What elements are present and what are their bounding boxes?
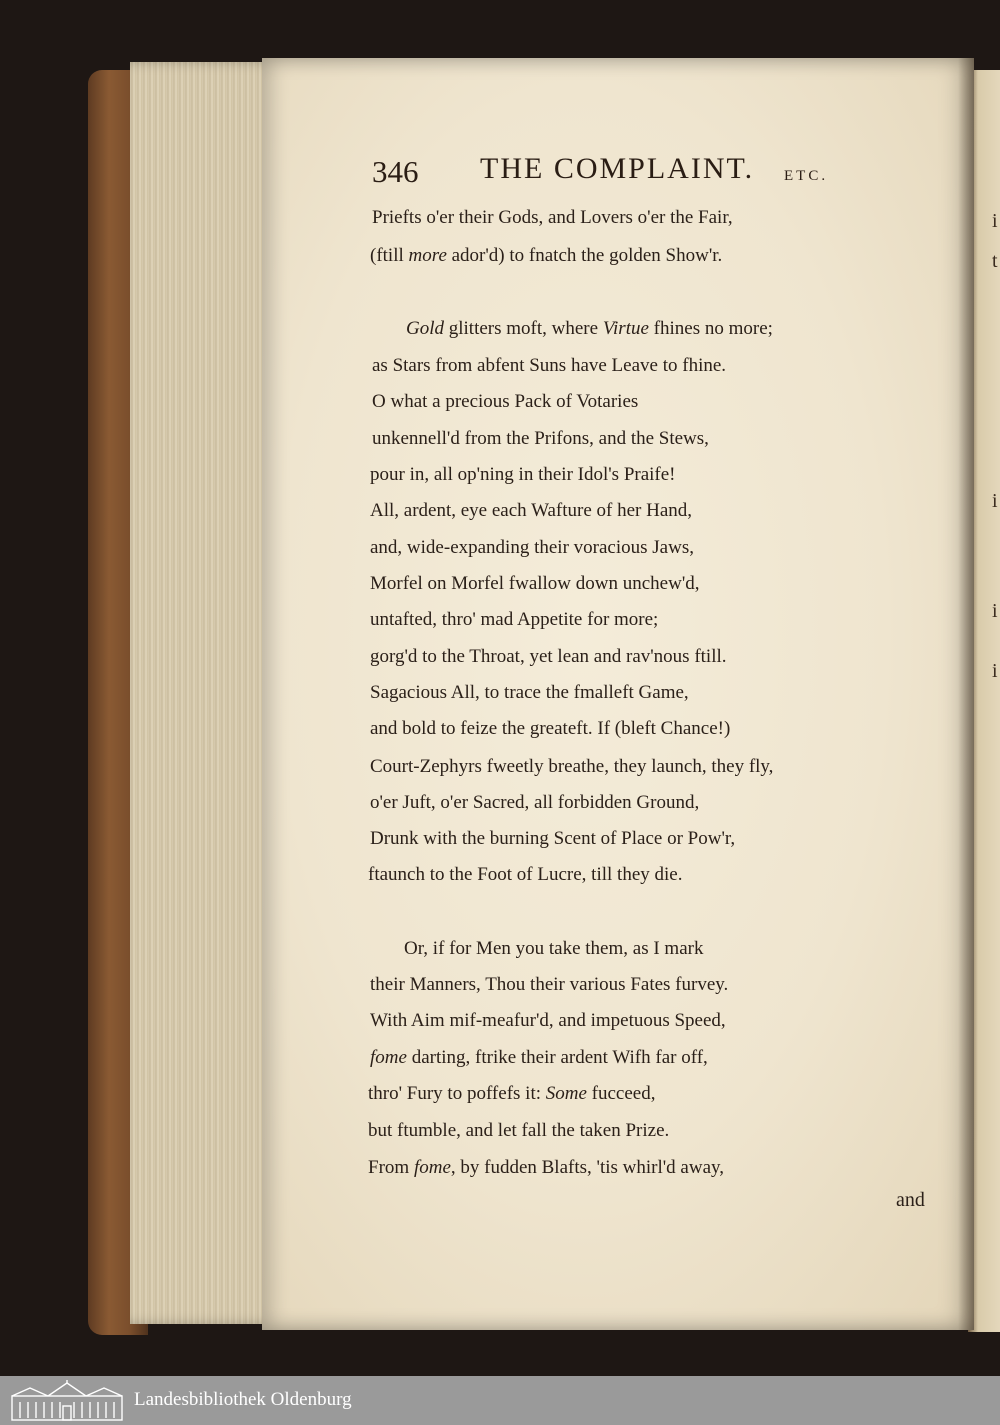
text-line (370, 499, 692, 523)
text-segment: With Aim mif-meafur'd, and impetuous Speed, (370, 1010, 726, 1031)
text-line (370, 681, 689, 705)
text-segment: All, ardent, eye each Wafture of her Hand, (370, 500, 693, 521)
italic-word: Gold (406, 318, 444, 339)
running-title: THE COMPLAINT. (480, 152, 755, 185)
text-segment: fhines no more; (648, 318, 773, 339)
text-line (370, 645, 727, 669)
text-segment: glitters moft, where (444, 318, 603, 339)
text-segment: fucceed, (586, 1083, 656, 1104)
text-line (372, 427, 709, 451)
library-building-icon (8, 1380, 126, 1422)
text-segment: their Manners, Thou their various Fates furvey. (370, 974, 729, 995)
text-line (368, 1082, 655, 1106)
text-segment: and bold to feize the greateft. If (bleft Chance!) (370, 718, 731, 739)
running-title-suffix: ETC. (784, 168, 829, 184)
text-line (406, 317, 773, 341)
page-number: 346 (372, 154, 419, 189)
text-segment: as Stars from abfent Suns have Leave to fhine. (372, 355, 727, 376)
facing-page-glyph: i (992, 600, 998, 622)
text-segment: but ftumble, and let fall the taken Prize. (368, 1120, 670, 1141)
text-line (370, 244, 722, 268)
text-segment: Court-Zephyrs fweetly breathe, they launch, they fly, (370, 756, 774, 777)
italic-word: Some (545, 1083, 587, 1104)
text-line (368, 863, 682, 887)
text-line (370, 973, 728, 997)
text-line (370, 463, 676, 487)
italic-word: fome (413, 1157, 451, 1178)
text-line (370, 1009, 726, 1033)
text-segment: ador'd) to fnatch the golden Show'r. (446, 245, 723, 266)
text-segment: Priefts o'er their Gods, and Lovers o'er the Fair, (372, 207, 733, 228)
text-segment: Or, if for Men you take them, as I mark (404, 938, 704, 959)
text-segment: (ftill (370, 245, 409, 266)
text-segment: , by fudden Blafts, 'tis whirl'd away, (450, 1157, 725, 1178)
gutter-shadow (958, 58, 974, 1330)
page-block-edges (130, 62, 280, 1324)
facing-page-glyph: i (992, 660, 998, 682)
page-header (372, 150, 852, 194)
text-segment: ftaunch to the Foot of Lucre, till they die. (368, 864, 683, 885)
text-line (372, 206, 733, 230)
text-segment: untafted, thro' mad Appetite for more; (370, 609, 659, 630)
text-line (370, 536, 694, 560)
text-line (368, 1156, 724, 1180)
facing-page-glyph: i (992, 210, 998, 232)
text-line (368, 1119, 669, 1143)
text-segment: o'er Juft, o'er Sacred, all forbidden Ground, (370, 792, 700, 813)
text-segment: Sagacious All, to trace the fmalleft Game, (370, 682, 689, 703)
text-line (370, 827, 735, 851)
text-segment: gorg'd to the Throat, yet lean and rav'nous ftill. (370, 646, 727, 667)
facing-page-glyph: t (992, 250, 998, 272)
text-segment: and, wide-expanding their voracious Jaws, (370, 537, 694, 558)
footer-label: Landesbibliothek Oldenburg (134, 1389, 352, 1410)
text-line (404, 937, 703, 961)
text-line (370, 755, 773, 779)
text-segment: thro' Fury to poffefs it: (368, 1083, 546, 1104)
footer-bar (0, 1376, 1000, 1425)
text-segment: From (368, 1157, 414, 1178)
text-line (370, 791, 699, 815)
text-line (372, 390, 638, 414)
italic-word: more (408, 245, 447, 266)
text-segment: Drunk with the burning Scent of Place or Pow'r, (370, 828, 736, 849)
text-segment: pour in, all op'ning in their Idol's Praife! (370, 464, 676, 485)
facing-page-glyph: i (992, 490, 998, 512)
italic-word: fome (370, 1047, 407, 1068)
text-segment: unkennell'd from the Prifons, and the Stews, (372, 428, 709, 449)
catchword: and (896, 1189, 925, 1211)
text-line (370, 572, 700, 596)
text-line (370, 1046, 708, 1070)
text-segment: O what a precious Pack of Votaries (372, 391, 639, 412)
text-line (370, 608, 658, 632)
text-segment: Morfel on Morfel fwallow down unchew'd, (370, 573, 700, 594)
italic-word: Virtue (602, 318, 649, 339)
text-line (372, 354, 726, 378)
text-segment: darting, ftrike their ardent Wifh far off, (406, 1047, 708, 1068)
text-line (370, 717, 730, 741)
